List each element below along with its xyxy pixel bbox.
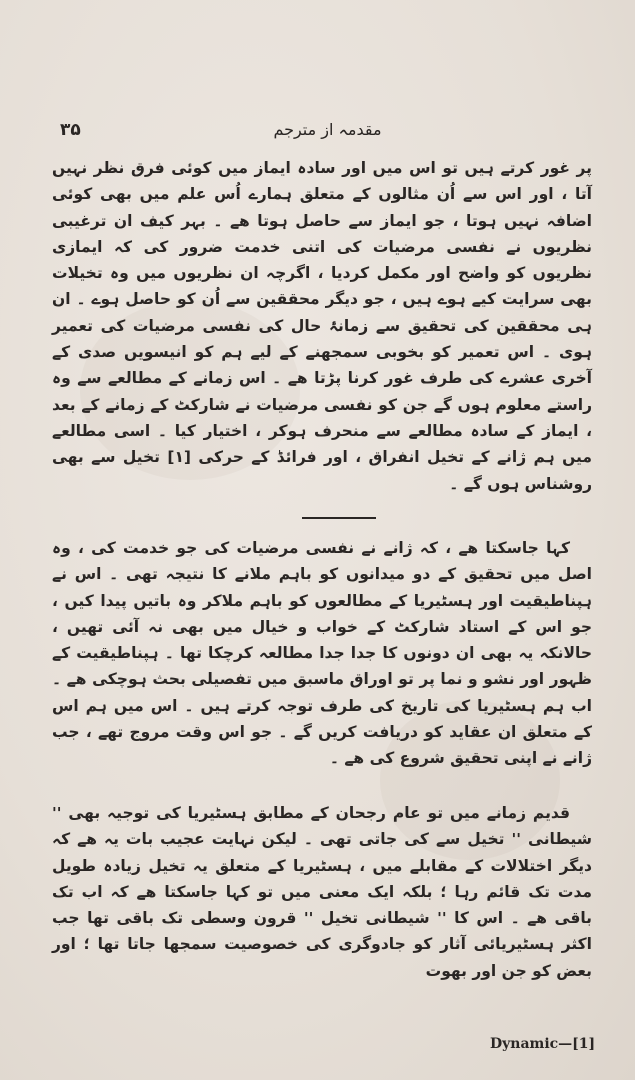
running-title: مقدمہ از مترجم (273, 120, 382, 139)
section-separator (302, 517, 376, 519)
paragraph-text: پر غور کرتے ہیں تو اس میں اور سادہ ایماز میں کوئی فرق نظر نہیں آتا ، اور اس سے اُن مثالوں کے متعلق ہمارے اُس علم میں بھی کوئی اضافہ نہیں ہوتا ، جو ایماز سے حاصل ہوتا ھے ۔ بہر کیف ان ترغیبی نظریوں نے نفسی مرضیات کی اتنی خدمت ضرور کی کہ ایمازی نظریوں کو واضح اور مکمل کردیا ، اگرچہ ان نظریوں میں وہ تخیلات بھی سرایت کیے ہوے ہیں ، جو دیگر محققین سے اُن کو حاصل ہوے ۔ ان ہی محققین کی تحقیق سے زمانۂ حال کی نفسی مرضیات کی تعمیر ہوی ۔ اس تعمیر کو بخوبی سمجھنے کے لیے ہم کو انیسویں صدی کے آخری عشرے کی طرف غور کرنا پڑتا ھے ۔ اس زمانے کے مطالعے سے وہ راستے معلوم ہوں گے جن کو نفسی مرضیات نے شارکٹ کے زمانے کے بعد ، ایماز کے سادہ مطالعے سے منحرف ہوکر ، اختیار کیا ۔ اسی مطالعے میں ہم ژانے کے تخیل انفراق ، اور فرائڈ کے حرکی [۱] تخیل سے بھی روشناس ہوں گے ۔ (52, 159, 592, 493)
paragraph-1 (52, 155, 592, 510)
paragraph-text: کہا جاسکتا ھے ، کہ ژانے نے نفسی مرضیات کی جو خدمت کی ، وہ اصل میں تحقیق کے دو میدانوں کو باہم ملانے کا نتیجہ تھی ۔ اس نے ہپناطیقیت اور ہسٹیریا کے مطالعوں کو باہم ملاکر وہ باتیں پیدا کیں ، جو اس کے استاد شارکٹ کے خواب و خیال میں بھی نہ آئی تھیں ، حالانکہ یہ بھی ان دونوں کا جدا جدا مطالعہ کرچکا تھا ۔ ہپناطیقیت کے ظہور اور نشو و نما پر تو اوراق ماسبق میں تفصیلی بحث ہوچکی ھے ۔ اب ہم ہسٹیریا کی تاریخ کی طرف توجہ کرتے ہیں ۔ اس میں ہم اس کے متعلق ان عقاید کو دریافت کریں گے ۔ جو اس وقت مروج تھے ، جب ژانے نے اپنی تحقیق شروع کی ھے ۔ (52, 539, 592, 768)
page-header (60, 120, 595, 150)
footnote: Dynamic—[1] (490, 1036, 596, 1052)
paragraph-text: قدیم زمانے میں تو عام رجحان کے مطابق ہسٹیریا کی توجیہ بھی '' شیطانی '' تخیل سے کی جاتی تھی ۔ لیکن نہایت عجیب بات یہ ھے کہ دیگر اختلالات کے مقابلے میں ، ہسٹیریا کے متعلق یہ تخیل زیادہ طویل مدت تک قائم رہا ؛ بلکہ ایک معنی میں تو کہا جاسکتا ھے کہ اب تک باقی ھے ۔ اس کا '' شیطانی تخیل '' قرون وسطی تک باقی تھا جب اکثر ہسٹیریائی آثار کو جادوگری کی خصوصیت سمجھا جاتا تھا ؛ اور بعض کو جن اور بھوت (52, 804, 592, 980)
paragraph-2 (52, 535, 592, 797)
page-number: ۳۵ (60, 120, 81, 140)
paragraph-3 (52, 800, 592, 1010)
